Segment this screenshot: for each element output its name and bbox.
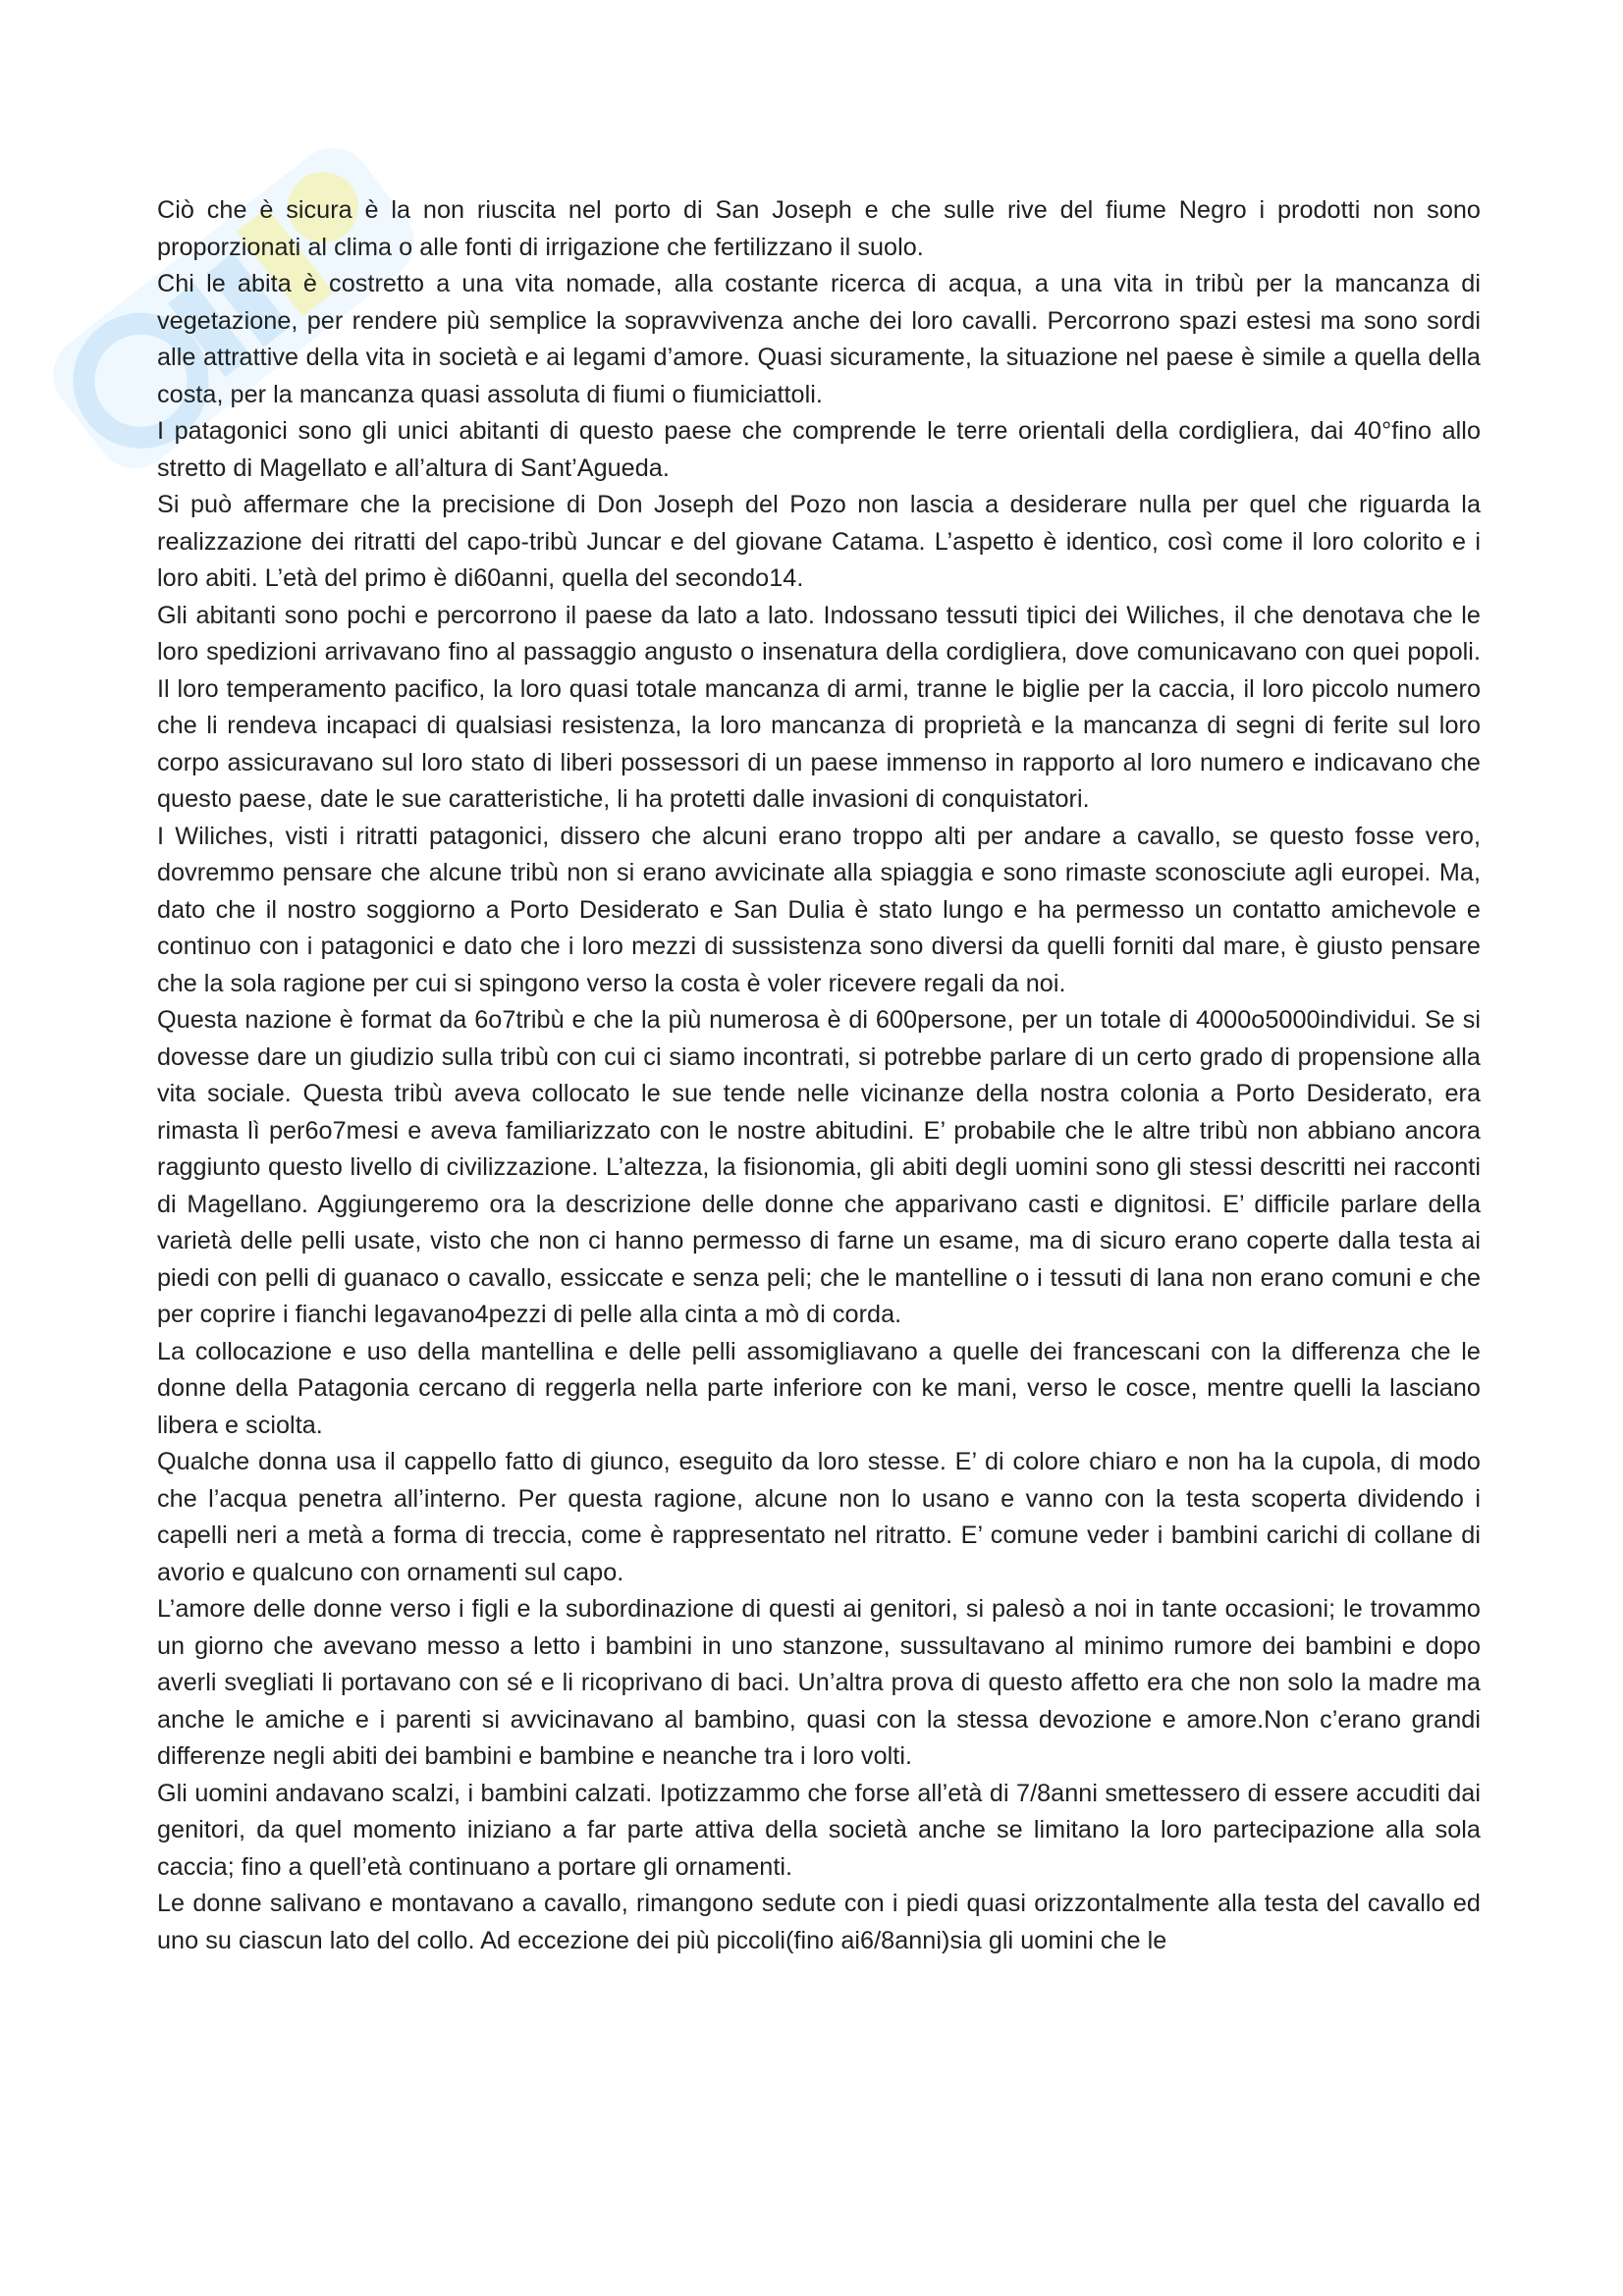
paragraph: I Wiliches, visti i ritratti patagonici, dissero che alcuni erano troppo alti per andare a cavallo, se questo fosse vero, dovremmo pensare che alcune tribù non si erano avvicinate alla spiaggia e sono rimaste sconosciute agli europei. Ma, dato che il nostro soggiorno a Porto Desiderato e San Dulia è stato lungo e ha permesso un contatto amichevole e continuo con i patagonici e dato che i loro mezzi di sussistenza sono diversi da quelli forniti dal mare, è giusto pensare che la sola ragione per cui si spingono verso la costa è voler ricevere regali da noi. [157, 822, 1481, 997]
paragraph: Gli abitanti sono pochi e percorrono il paese da lato a lato. Indossano tessuti tipici dei Wiliches, il che denotava che le loro spedizioni arrivavano fino al passaggio angusto o insenatura della cordigliera, dove comunicavano con quei popoli. Il loro temperamento pacifico, la loro quasi totale mancanza di armi, tranne le biglie per la caccia, il loro piccolo numero che li rendeva incapaci di qualsiasi resistenza, la loro mancanza di proprietà e la mancanza di segni di ferite sul loro corpo assicuravano sul loro stato di liberi possessori di un paese immenso in rapporto al loro numero e indicavano che questo paese, date le sue caratteristiche, li ha protetti dalle invasioni di conquistatori. [157, 601, 1481, 813]
paragraph: Le donne salivano e montavano a cavallo, rimangono sedute con i piedi quasi orizzontalmente alla testa del cavallo ed uno su ciascun lato del collo. Ad eccezione dei più piccoli(fino ai6/8anni)sia gli uomini che le [157, 1890, 1481, 1954]
paragraph: L’amore delle donne verso i figli e la subordinazione di questi ai genitori, si palesò a noi in tante occasioni; le trovammo un giorno che avevano messo a letto i bambini in uno stanzone, sussultavano al minimo rumore dei bambini e dopo averli svegliati li portavano con sé e li ricoprivano di baci. Un’altra prova di questo affetto era che non solo la madre ma anche le amiche e i parenti si avvicinavano al bambino, quasi con la stessa devozione e amore.Non c’erano grandi differenze negli abiti dei bambini e bambine e neanche tra i loro volti. [157, 1595, 1481, 1770]
paragraph: I patagonici sono gli unici abitanti di questo paese che comprende le terre orientali della cordigliera, dai 40°fino allo stretto di Magellato e all’altura di Sant’Agueda. [157, 417, 1481, 482]
document-text [157, 192, 1481, 1959]
paragraph: Si può affermare che la precisione di Don Joseph del Pozo non lascia a desiderare nulla per quel che riguarda la realizzazione dei ritratti del capo-tribù Juncar e del giovane Catama. L’aspetto è identico, così come il loro colorito e i loro abiti. L’età del primo è di60anni, quella del secondo14. [157, 491, 1481, 592]
paragraph: Gli uomini andavano scalzi, i bambini calzati. Ipotizzammo che forse all’età di 7/8anni smettessero di essere accuditi dai genitori, da quel momento iniziano a far parte attiva della società anche se limitano la loro partecipazione alla sola caccia; fino a quell’età continuano a portare gli ornamenti. [157, 1779, 1481, 1881]
paragraph: Chi le abita è costretto a una vita nomade, alla costante ricerca di acqua, a una vita in tribù per la mancanza di vegetazione, per rendere più semplice la sopravvivenza anche dei loro cavalli. Percorrono spazi estesi ma sono sordi alle attrattive della vita in società e ai legami d’amore. Quasi sicuramente, la situazione nel paese è simile a quella della costa, per la mancanza quasi assoluta di fiumi o fiumiciattoli. [157, 270, 1481, 408]
paragraph: Ciò che è sicura è la non riuscita nel porto di San Joseph e che sulle rive del fiume Negro i prodotti non sono proporzionati al clima o alle fonti di irrigazione che fertilizzano il suolo. [157, 196, 1481, 261]
paragraph: Questa nazione è format da 6o7tribù e che la più numerosa è di 600persone, per un totale di 4000o5000individui. Se si dovesse dare un giudizio sulla tribù con cui ci siamo incontrati, si potrebbe parlare di un certo grado di propensione alla vita sociale. Questa tribù aveva collocato le sue tende nelle vicinanze della nostra colonia a Porto Desiderato, era rimasta lì per6o7mesi e aveva familiarizzato con le nostre abitudini. E’ probabile che le altre tribù non abbiano ancora raggiunto questo livello di civilizzazione. L’altezza, la fisionomia, gli abiti degli uomini sono gli stessi descritti nei racconti di Magellano. Aggiungeremo ora la descrizione delle donne che apparivano casti e dignitosi. E’ difficile parlare della varietà delle pelli usate, visto che non ci hanno permesso di farne un esame, ma di sicuro erano coperte dalla testa ai piedi con pelli di guanaco o cavallo, essiccate e senza peli; che le mantelline o i tessuti di lana non erano comuni e che per coprire i fianchi legavano4pezzi di pelle alla cinta a mò di corda. [157, 1006, 1481, 1328]
paragraph: Qualche donna usa il cappello fatto di giunco, eseguito da loro stesse. E’ di colore chiaro e non ha la cupola, di modo che l’acqua penetra all’interno. Per questa ragione, alcune non lo usano e vanno con la testa scoperta dividendo i capelli neri a metà a forma di treccia, come è rappresentato nel ritratto. E’ comune veder i bambini carichi di collane di avorio e qualcuno con ornamenti sul capo. [157, 1448, 1481, 1586]
paragraph: La collocazione e uso della mantellina e delle pelli assomigliavano a quelle dei francescani con la differenza che le donne della Patagonia cercano di reggerla nella parte inferiore con ke mani, verso le cosce, mentre quelli la lasciano libera e sciolta. [157, 1337, 1481, 1439]
